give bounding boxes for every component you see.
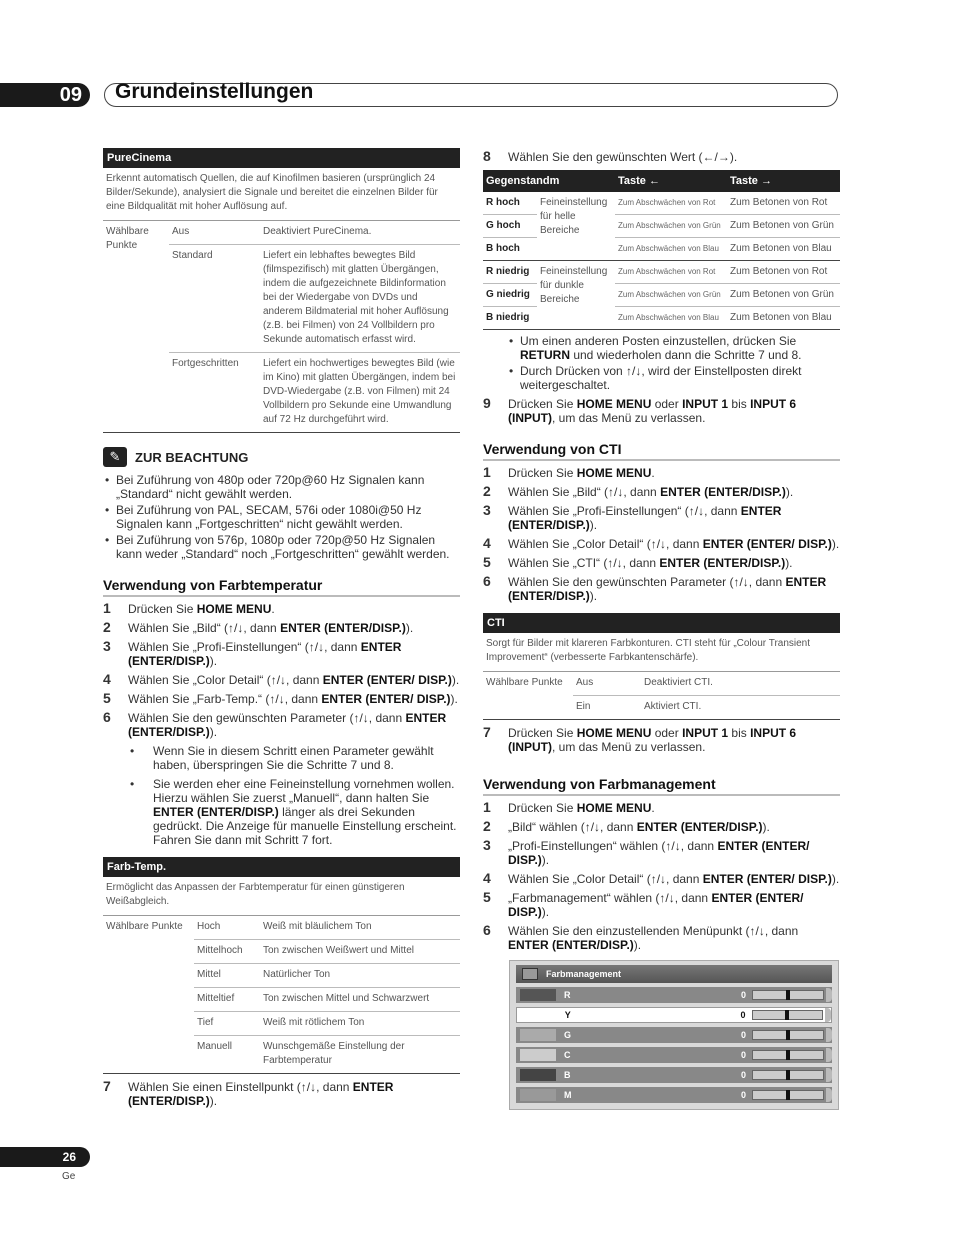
slider-endcap <box>826 1048 832 1062</box>
osd-title: Farbmanagement <box>546 969 622 979</box>
option-name: Manuell <box>194 1036 260 1074</box>
slider-knob[interactable] <box>786 1030 790 1040</box>
slider[interactable] <box>752 1070 824 1080</box>
slider[interactable] <box>752 1090 824 1100</box>
slider-knob[interactable] <box>786 990 790 1000</box>
table-row: G hoch Zum Abschwächen von Grün Zum Betonen von Grün <box>483 215 840 238</box>
step9 <box>483 397 840 425</box>
left-column <box>103 148 460 1108</box>
column-header: Taste ← <box>615 170 727 192</box>
step: 1 Drücken Sie HOME MENU. <box>483 799 655 815</box>
purecinema-description: Erkennt automatisch Quellen, die auf Kinofilmen basieren (ursprünglich 24 Bilder/Sekunde), analysiert die Signale und bereitet die einzelnen Bilder für eine Bildqualität mit hoher Auflösung auf. <box>103 168 460 221</box>
color-swatch <box>520 1049 556 1061</box>
column-header: Taste → <box>727 170 840 192</box>
cti-box <box>483 613 840 720</box>
note-header <box>103 447 460 467</box>
slider[interactable] <box>752 1010 824 1020</box>
option-description: Natürlicher Ton <box>260 964 460 988</box>
slider-knob[interactable] <box>786 1070 790 1080</box>
pencil-icon: ✎ <box>103 447 127 467</box>
osd-row-value: 0 <box>740 1070 746 1080</box>
step: 2 Wählen Sie „Bild“ (↑/↓, dann ENTER (ENTER/DISP.)). <box>103 619 414 635</box>
option-name: Mittel <box>194 964 260 988</box>
slider-knob[interactable] <box>785 1010 789 1020</box>
option-description: Ton zwischen Weißwert und Mittel <box>260 940 460 964</box>
farbtemp-steps <box>103 602 460 847</box>
slider-knob[interactable] <box>786 1090 790 1100</box>
slider-knob[interactable] <box>786 1050 790 1060</box>
step: 4 Wählen Sie „Color Detail“ (↑/↓, dann ENTER (ENTER/ DISP.)). <box>103 671 460 687</box>
farbtemp-description: Ermöglicht das Anpassen der Farbtemperatur für einen günstigeren Weißabgleich. <box>103 877 460 916</box>
chapter-number: 09 <box>0 83 90 107</box>
farbtemp-options-table <box>103 916 460 1074</box>
step8 <box>483 150 840 164</box>
list-item: • Sie werden eher eine Feineinstellung vornehmen wollen. Hierzu wählen Sie zuerst „Manuell“, dann halten Sie ENTER (ENTER/DISP.) länger als drei Sekunden gedrückt. Die Anzeige für manuelle Einstellung erscheint. Fahren Sie dann mit Schritt 7 fort. <box>128 777 460 847</box>
table-row: R hoch Feineinstellung für helle Bereiche Zum Abschwächen von Rot Zum Betonen von Rot <box>483 192 840 215</box>
option-name: Aus <box>573 672 641 696</box>
farbtemp-heading: Farb-Temp. <box>103 857 460 877</box>
step: 3 Wählen Sie „Profi-Einstellungen“ (↑/↓, dann ENTER (ENTER/DISP.)). <box>483 502 782 532</box>
osd-row-value: 0 <box>740 1030 746 1040</box>
page-title: Grundeinstellungen <box>115 80 314 103</box>
color-swatch <box>520 1029 556 1041</box>
section-title-farbmanagement: Verwendung von Farbmanagement <box>483 776 840 796</box>
list-item: • Bei Zuführung von 576p, 1080p oder 720p@50 Hz Signalen kann weder „Standard“ noch „Fortgeschritten“ gewählt werden. <box>103 533 460 561</box>
osd-row-g[interactable] <box>516 1027 832 1043</box>
slider-endcap <box>826 988 832 1002</box>
table-row: R niedrig Feineinstellung für dunkle Bereiche Zum Abschwächen von Rot Zum Betonen von Rot <box>483 261 840 284</box>
list-item: • Durch Drücken von ↑/↓, wird der Einstellposten direkt weitergeschaltet. <box>507 364 840 392</box>
slider[interactable] <box>752 1030 824 1040</box>
step: 3 „Profi-Einstellungen“ wählen (↑/↓, dann ENTER (ENTER/ DISP.)). <box>483 837 810 867</box>
column-header: Gegenstandm <box>483 170 615 192</box>
section-title-farbtemperatur: Verwendung von Farbtemperatur <box>103 577 460 597</box>
farbtemp-step7 <box>103 1080 460 1108</box>
option-name: Aus <box>169 221 260 245</box>
step: 9 Drücken Sie HOME MENU oder INPUT 1 bis INPUT 6 (INPUT), um das Menü zu verlassen. <box>483 395 797 425</box>
osd-row-b[interactable] <box>516 1067 832 1083</box>
step: 5 Wählen Sie „CTI“ (↑/↓, dann ENTER (ENTER/DISP.)). <box>483 554 793 570</box>
table-row: B hoch Zum Abschwächen von Blau Zum Betonen von Blau <box>483 238 840 261</box>
option-name: Fortgeschritten <box>169 353 260 433</box>
option-description: Weiß mit bläulichem Ton <box>260 916 460 940</box>
list-item: • Bei Zuführung von PAL, SECAM, 576i oder 1080i@50 Hz Signalen kann „Fortgeschritten“ nicht gewählt werden. <box>103 503 460 531</box>
fm-steps <box>483 801 840 952</box>
list-item: • Bei Zuführung von 480p oder 720p@60 Hz Signalen kann „Standard“ nicht gewählt werden. <box>103 473 460 501</box>
step: 4 Wählen Sie „Color Detail“ (↑/↓, dann ENTER (ENTER/ DISP.)). <box>483 535 840 551</box>
step: 6 Wählen Sie den gewünschten Parameter (↑/↓, dann ENTER (ENTER/DISP.)). <box>483 573 827 603</box>
cti-steps <box>483 466 840 603</box>
option-name: Hoch <box>194 916 260 940</box>
osd-row-c[interactable] <box>516 1047 832 1063</box>
step: 7 Wählen Sie einen Einstellpunkt (↑/↓, dann ENTER (ENTER/DISP.)). <box>103 1078 394 1108</box>
step: 5 „Farbmanagement“ wählen (↑/↓, dann ENTER (ENTER/ DISP.)). <box>483 889 804 919</box>
color-swatch <box>521 1009 557 1021</box>
note-list <box>103 473 460 561</box>
list-item: • Um einen anderen Posten einzustellen, drücken Sie RETURN und wiederholen dann die Schritte 7 und 8. <box>507 334 840 362</box>
slider-endcap <box>826 1068 832 1082</box>
section-title-cti: Verwendung von CTI <box>483 441 840 461</box>
note-title: ZUR BEACHTUNG <box>135 449 249 465</box>
osd-row-m[interactable] <box>516 1087 832 1103</box>
osd-row-value: 0 <box>740 1010 746 1020</box>
step: 2 „Bild“ wählen (↑/↓, dann ENTER (ENTER/DISP.)). <box>483 818 770 834</box>
settings-icon <box>522 968 538 980</box>
farbtemp-label: Wählbare Punkte <box>103 916 194 1074</box>
step: 1 Drücken Sie HOME MENU. <box>103 600 275 616</box>
option-description: Liefert ein lebhaftes bewegtes Bild (filmspezifisch) mit glatten Übergängen, indem die aufgezeichnete Bildinformation bei der Wiedergabe von DVDs und anderem Bildmaterial mit hoher Auflösung (z.B. bei Filmen) von 24 Vollbildern pro Sekunde automatisch erfasst wird. <box>260 245 460 353</box>
option-description: Ton zwischen Mittel und Schwarzwert <box>260 988 460 1012</box>
option-description: Deaktiviert PureCinema. <box>260 221 460 245</box>
table-row: B niedrig Zum Abschwächen von Blau Zum Betonen von Blau <box>483 307 840 330</box>
osd-row-r[interactable] <box>516 987 832 1003</box>
step6-sublist <box>128 744 460 847</box>
cti-label: Wählbare Punkte <box>483 672 573 720</box>
slider[interactable] <box>752 990 824 1000</box>
osd-row-value: 0 <box>740 990 746 1000</box>
color-swatch <box>520 1089 556 1101</box>
step: 2 Wählen Sie „Bild“ (↑/↓, dann ENTER (ENTER/DISP.)). <box>483 483 794 499</box>
option-name: Ein <box>573 696 641 720</box>
farbtemp-box <box>103 857 460 1074</box>
option-description: Aktiviert CTI. <box>641 696 840 720</box>
option-name: Mitteltief <box>194 988 260 1012</box>
step: 6 Wählen Sie den gewünschten Parameter (↑/↓, dann ENTER (ENTER/DISP.)). • Wenn Sie in diesem Schritt einen Parameter gewählt haben, überspringen Sie die Schritte 7 und 8. • Sie werden eher eine Feineinstellung vornehmen wollen. Hierzu wählen Sie zuerst „Manuell“, dann halten Sie ENTER (ENTER/DISP.) länger als drei Sekunden gedrückt. Die Anzeige für manuelle Einstellung erscheint. Fahren Sie dann mit Schritt 7 fort. <box>103 711 460 847</box>
slider-endcap <box>826 1028 832 1042</box>
purecinema-heading: PureCinema <box>103 148 460 168</box>
slider[interactable] <box>752 1050 824 1060</box>
step: 3 Wählen Sie „Profi-Einstellungen“ (↑/↓, dann ENTER (ENTER/DISP.)). <box>103 638 402 668</box>
option-description: Wunschgemäße Einstellung der Farbtemperatur <box>260 1036 460 1074</box>
step8-bullets <box>507 334 840 392</box>
osd-row-value: 0 <box>740 1050 746 1060</box>
osd-row-label: C <box>564 1050 571 1060</box>
page-language: Ge <box>62 1171 76 1182</box>
page-number: 26 <box>0 1147 90 1167</box>
right-column <box>483 148 840 1110</box>
step: 5 Wählen Sie „Farb-Temp.“ (↑/↓, dann ENTER (ENTER/ DISP.)). <box>103 690 458 706</box>
step: 6 Wählen Sie den einzustellenden Menüpunkt (↑/↓, dann ENTER (ENTER/DISP.)). <box>483 922 799 952</box>
option-name: Tief <box>194 1012 260 1036</box>
farbmanagement-osd <box>509 960 839 1110</box>
cti-step7 <box>483 726 840 754</box>
slider-endcap <box>825 1008 831 1022</box>
color-swatch <box>520 1069 556 1081</box>
option-description: Deaktiviert CTI. <box>641 672 840 696</box>
osd-header <box>516 965 832 983</box>
gain-table <box>483 170 840 330</box>
cti-heading: CTI <box>483 613 840 633</box>
osd-row-label: M <box>564 1090 572 1100</box>
step: 7 Drücken Sie HOME MENU oder INPUT 1 bis INPUT 6 (INPUT), um das Menü zu verlassen. <box>483 724 797 754</box>
list-item: • Wenn Sie in diesem Schritt einen Parameter gewählt haben, überspringen Sie die Schritte 7 und 8. <box>128 744 460 772</box>
step: 4 Wählen Sie „Color Detail“ (↑/↓, dann ENTER (ENTER/ DISP.)). <box>483 870 840 886</box>
cti-options-table <box>483 672 840 720</box>
osd-row-value: 0 <box>740 1090 746 1100</box>
color-swatch <box>520 989 556 1001</box>
osd-row-label: Y <box>564 1010 571 1020</box>
step: 8 Wählen Sie den gewünschten Wert (←/→). <box>483 148 738 164</box>
osd-row-y[interactable] <box>516 1007 832 1023</box>
table-row: G niedrig Zum Abschwächen von Grün Zum Betonen von Grün <box>483 284 840 307</box>
purecinema-label: Wählbare Punkte <box>103 221 169 433</box>
osd-row-label: R <box>564 990 571 1000</box>
purecinema-box <box>103 148 460 433</box>
option-name: Standard <box>169 245 260 353</box>
osd-row-label: B <box>564 1070 571 1080</box>
cti-description: Sorgt für Bilder mit klareren Farbkonturen. CTI steht für „Colour Transient Improvement“ (verbesserte Farbkantenschärfe). <box>483 633 840 672</box>
slider-endcap <box>826 1088 832 1102</box>
step: 1 Drücken Sie HOME MENU. <box>483 464 655 480</box>
option-description: Weiß mit rötlichem Ton <box>260 1012 460 1036</box>
option-name: Mittelhoch <box>194 940 260 964</box>
option-description: Liefert ein hochwertiges bewegtes Bild (wie im Kino) mit glatten Übergängen, indem bei DVD-Wiedergabe (z.B. von Filmen) mit 24 Vollbildern pro Sekunde eine Umwandlung auf 72 Hz durchgeführt wird. <box>260 353 460 433</box>
purecinema-options-table <box>103 221 460 433</box>
osd-row-label: G <box>564 1030 572 1040</box>
